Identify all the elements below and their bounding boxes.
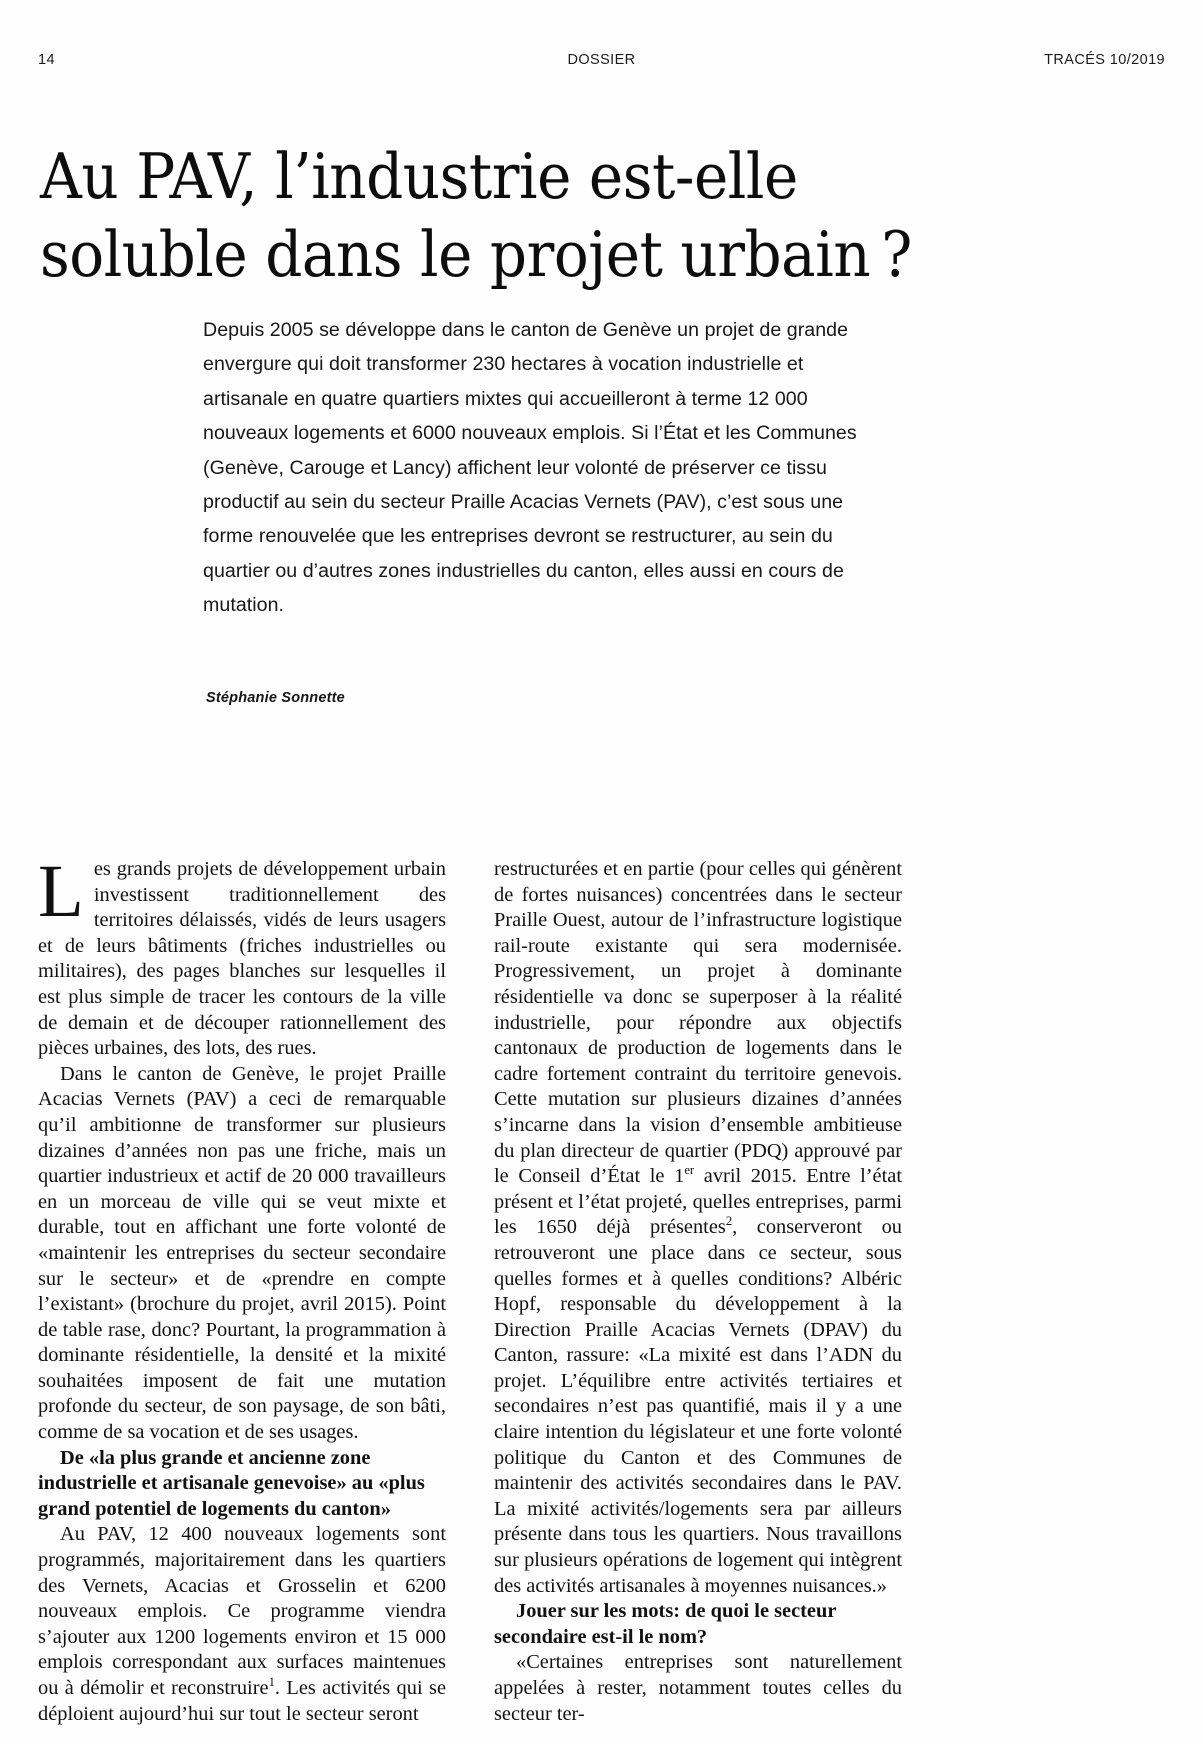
ordinal-premier: er (684, 1163, 695, 1178)
paragraph-pav-context: Dans le canton de Genève, le projet Praille Acacias Vernets (PAV) a ceci de remarquable qu’il ambitionne de transformer sur plusieurs dizaines d’années non pas une friche, mais un quartier industrieux et actif de 20 000 travailleurs en un morceau de ville qui se veut mixte et durable, tout en affichant une forte volonté de «maintenir les entreprises du secteur secondaire sur le secteur» et de «prendre en compte l’existant» (brochure du projet, avril 2015). Point de table rase, donc? Pourtant, la programmation à dominante résidentielle, la densité et la mixité souhaitées imposent de fait une mutation profonde du secteur, de son paysage, de son bâti, comme de sa vocation et de ses usages. (38, 1062, 446, 1444)
page-title (40, 138, 1006, 293)
byline: Stéphanie Sonnette (206, 690, 345, 706)
paragraph-logements (38, 1522, 446, 1727)
headline-line-2: soluble dans le projet urbain ? (40, 217, 912, 291)
paragraph-intro (38, 850, 446, 1062)
subhead-jouer-sur-les-mots: Jouer sur les mots: de quoi le secteur secondaire est-il le nom? (494, 1600, 836, 1648)
paragraph-secteur-tertiaire: «Certaines entreprises sont naturellement appelées à rester, notamment toutes celles du secteur ter- (494, 1651, 902, 1725)
section-label: DOSSIER (567, 52, 636, 68)
drop-cap: L (38, 850, 84, 933)
paragraph-continued-text-c: , conserveront ou retrouveront une place dans ce secteur, sous quelles formes et à quelles conditions? Albéric Hopf, responsable du développement à la Direction Praille Acacias Vernets (DPAV) du Canton, rassure: «La mixité est dans l’ADN du projet. L’équilibre entre activités tertiaires et secondaires n’est pas quantifié, mais il y a une claire intention du législateur et une forte volonté politique du Canton et des Communes de maintenir des activités secondaires dans le PAV. La mixité activités/logements sera par ailleurs présente dans tous les quartiers. Nous travaillons sur plusieurs opérations de logement qui intègrent des activités artisanales à moyennes nuisances.» (494, 1216, 902, 1597)
running-head (38, 52, 1165, 72)
paragraph-continued-text-a: restructurées et en partie (pour celles qui génèrent de fortes nuisances) concentrées dans le secteur Praille Ouest, autour de l’infrastructure logistique rail-route existante qui sera modernisée. Progressivement, un projet à dominante résidentielle va donc se superposer à la réalité industrielle, pour répondre aux objectifs cantonaux de production de logements dans le cadre fortement contraint du territoire genevois. Cette mutation sur plusieurs dizaines d’années s’incarne dans la vision d’ensemble ambitieuse du plan directeur de quartier (PDQ) approuvé par le Conseil d’État le 1 (494, 858, 902, 1188)
page-number: 14 (38, 52, 55, 68)
footnote-marker-1: 1 (268, 1675, 275, 1690)
body-columns (38, 850, 1166, 1727)
paragraph-logements-continued (494, 857, 902, 1599)
right-column (494, 857, 902, 1727)
paragraph-logements-text-a: Au PAV, 12 400 nouveaux logements sont programmés, majoritairement dans les quartiers des Vernets, Acacias et Grosselin et 6200 nouveaux emplois. Ce programme viendra s’ajouter aux 1200 logements environ et 15 000 emplois correspondant aux surfaces maintenues ou à démolir et reconstruire (38, 1523, 446, 1699)
footnote-marker-2: 2 (725, 1214, 733, 1229)
left-column (38, 850, 446, 1727)
paragraph-logements-text-b: . Les activités qui se déploient aujourd’hui sur tout le secteur seront (38, 1677, 446, 1725)
issue-label: TRACÉS 10/2019 (1044, 52, 1165, 68)
headline-line-1: Au PAV, l’industrie est-elle (40, 140, 798, 214)
subhead-zone-industrielle: De «la plus grande et ancienne zone industrielle et artisanale genevoise» au «plus grand potentiel de logements du canton» (38, 1446, 425, 1520)
paragraph-intro-text: es grands projets de développement urbain investissent traditionnellement des territoires délaissés, vidés de leurs usagers et de leurs bâtiments (friches industrielles ou militaires), des pages blanches sur lesquelles il est plus simple de tracer les contours de la ville de demain et de découper rationnellement des pièces urbaines, des lots, des rues. (38, 858, 446, 1060)
paragraph-continued-text-b: avril 2015. Entre l’état présent et l’état projeté, quelles entreprises, parmi les 1650 déjà présentes (494, 1165, 902, 1239)
lead-paragraph: Depuis 2005 se développe dans le canton de Genève un projet de grande envergure qui doit transformer 230 hectares à vocation industrielle et artisanale en quatre quartiers mixtes qui accueilleront à terme 12 000 nouveaux logements et 6000 nouveaux emplois. Si l’État et les Communes (Genève, Carouge et Lancy) affichent leur volonté de préserver ce tissu productif au sein du secteur Praille Acacias Vernets (PAV), c’est sous une forme renouvelée que les entreprises devront se restructurer, au sein du quartier ou d’autres zones industrielles du canton, elles aussi en cours de mutation. (203, 319, 857, 617)
